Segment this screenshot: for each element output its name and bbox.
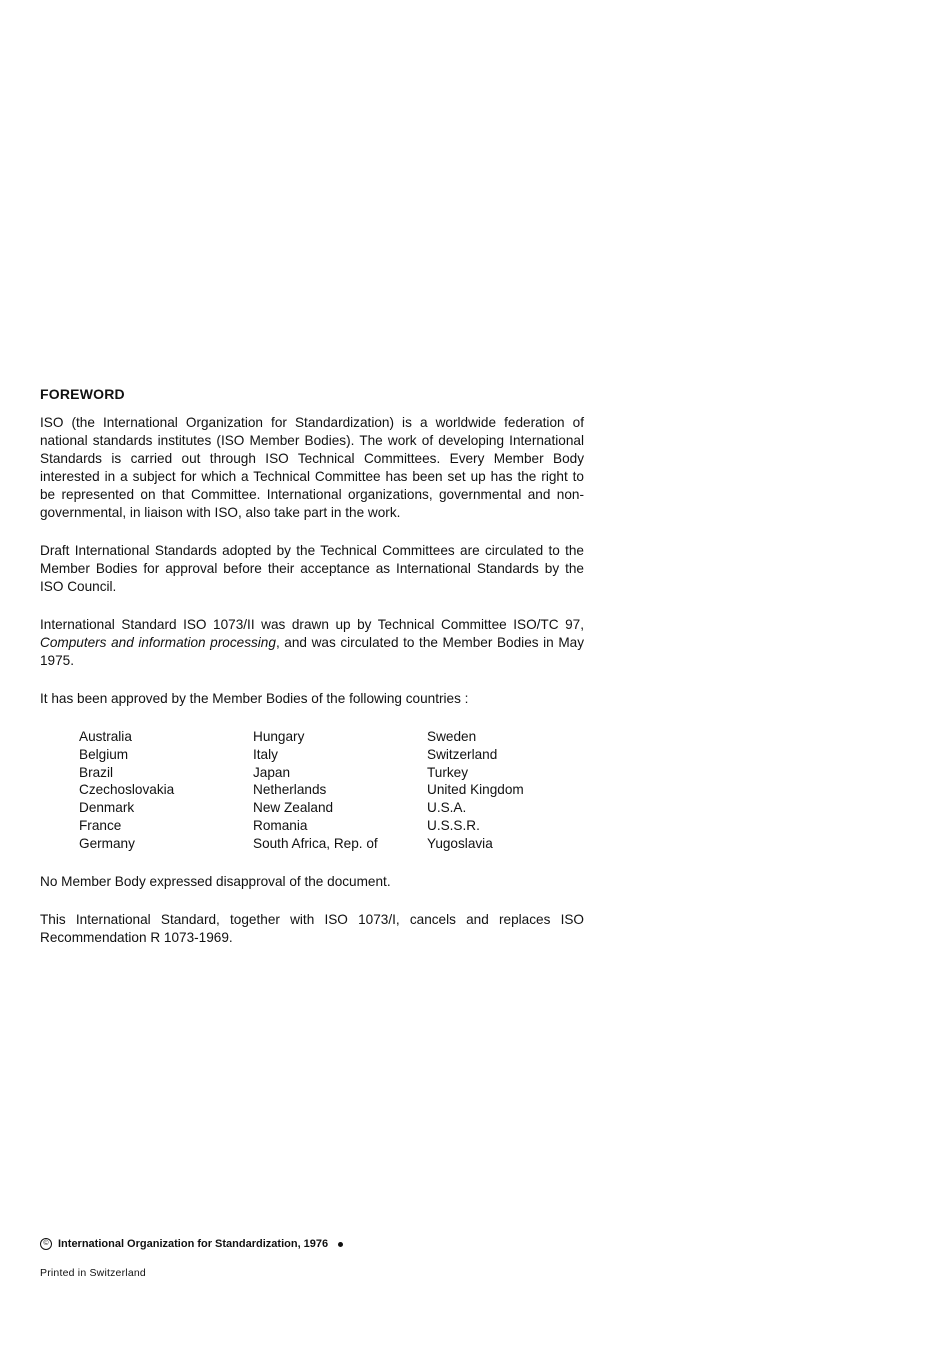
foreword-paragraph-iso-description: ISO (the International Organization for Standardization) is a worldwide federation of national standards institutes (ISO Member Bodies). The work of developing International Standards is carried out through ISO Technical Committees. Every Member Body interested in a subject for which a Technical Committee has been set up has the right to be represented on that Committee. International organizations, governmental and non-governmental, in liaison with ISO, also take part in the work. [40,415,584,520]
foreword-paragraph-draft-standards: Draft International Standards adopted by the Technical Committees are circulated to the Member Bodies for approval before their acceptance as International Standards by the ISO Council. [40,543,584,594]
country-name: Romania [253,817,308,833]
country-name: U.S.S.R. [427,817,480,833]
country-name: Sweden [427,729,477,744]
country-name: Japan [253,764,291,780]
country-name: Czechoslovakia [79,782,175,798]
foreword-heading: FOREWORD [40,386,125,402]
copyright-text: International Organization for Standardization, 1976 [58,1238,329,1250]
replacement-note: This International Standard, together with ISO 1073/I, cancels and replaces ISO Recommendation R 1073-1969. [40,911,584,945]
committee-subject-italic: Computers and information processing [40,635,276,650]
committee-text-end: , and was circulated to the Member Bodies in May 1975. [40,635,585,668]
copyright-icon: © [40,1238,52,1250]
country-name: Germany [79,835,135,851]
committee-text-start: International Standard ISO 1073/II was drawn up by Technical Committee ISO/TC 97, [40,617,584,632]
country-name: Belgium [79,746,129,762]
countries-column-3 [427,728,601,853]
copyright-line [40,1238,343,1250]
country-name: Hungary [253,729,305,744]
disapproval-note: No Member Body expressed disapproval of the document. [40,873,391,889]
country-name: United Kingdom [427,782,524,798]
country-name: Australia [79,729,132,744]
country-name: U.S.A. [427,800,467,816]
printed-in-note: Printed in Switzerland [40,1267,146,1279]
country-name: France [79,817,122,833]
country-name: Turkey [427,764,469,780]
approval-intro: It has been approved by the Member Bodies of the following countries : [40,691,469,706]
country-name: Netherlands [253,782,327,798]
country-name: Denmark [79,800,135,816]
approving-countries-list [79,728,584,853]
country-name: South Africa, Rep. of [253,835,378,851]
bullet-icon [338,1242,343,1247]
country-name: Switzerland [427,746,498,762]
country-name: Brazil [79,764,113,780]
country-name: Italy [253,746,278,762]
countries-column-2 [253,728,427,853]
country-name: New Zealand [253,800,334,816]
foreword-section [40,386,584,947]
country-name: Yugoslavia [427,835,493,851]
foreword-paragraph-committee [40,616,584,670]
countries-column-1 [79,728,253,853]
